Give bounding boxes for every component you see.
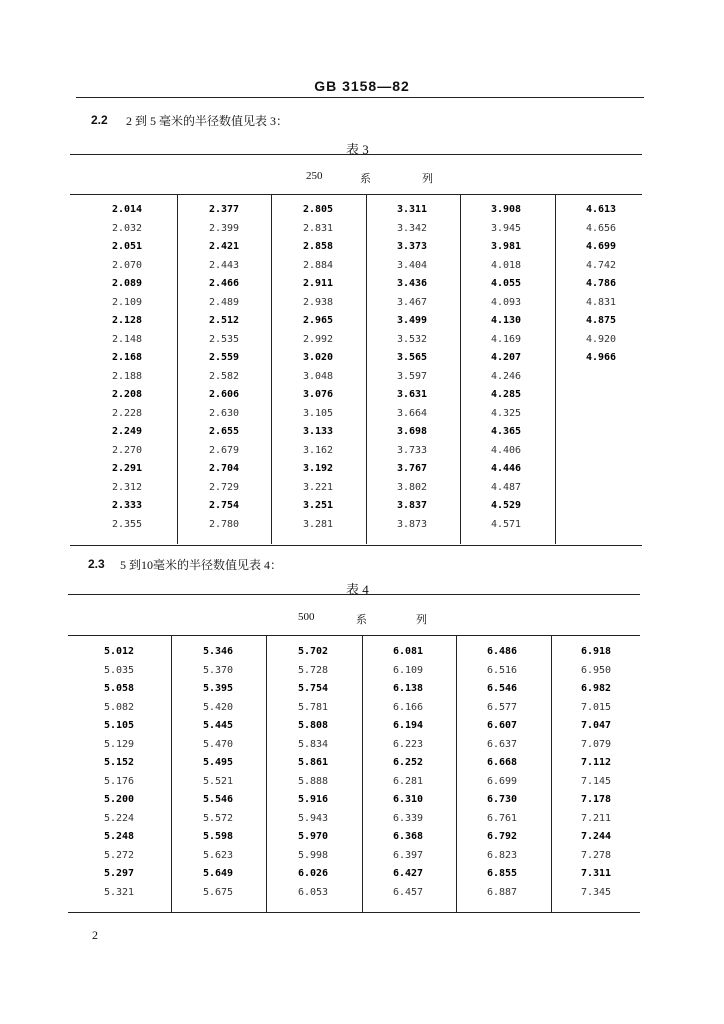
table-cell: 5.035 xyxy=(103,664,135,676)
table-cell: 5.370 xyxy=(202,664,234,676)
table-cell: 5.058 xyxy=(103,683,135,694)
table-cell: 6.637 xyxy=(486,738,518,750)
table-cell: 6.887 xyxy=(486,886,518,898)
table-cell: 7.047 xyxy=(580,720,612,731)
table-cell: 2.148 xyxy=(111,333,143,345)
table-cell: 4.018 xyxy=(490,259,522,271)
table-cell: 3.162 xyxy=(302,444,334,456)
table-cell: 6.166 xyxy=(392,701,424,713)
table-cell: 2.109 xyxy=(111,296,143,308)
section-number: 2.2 xyxy=(91,113,108,127)
table-cell: 6.427 xyxy=(392,868,424,879)
table-cell: 2.831 xyxy=(302,222,334,234)
table-3-column-1 xyxy=(92,201,162,534)
table-cell: 3.076 xyxy=(302,389,334,400)
table-cell: 2.805 xyxy=(302,204,334,215)
document-header: GB 3158—82 xyxy=(314,78,410,94)
table-cell: 6.761 xyxy=(486,812,518,824)
table-cell: 6.699 xyxy=(486,775,518,787)
table-cell: 3.981 xyxy=(490,241,522,252)
table-cell: 5.998 xyxy=(297,849,329,861)
table-cell: 6.668 xyxy=(486,757,518,768)
table-3-series-number: 250 xyxy=(306,170,323,182)
table-4-column-divider xyxy=(362,635,363,912)
table-cell: 5.572 xyxy=(202,812,234,824)
table-cell: 5.808 xyxy=(297,720,329,731)
table-cell: 6.546 xyxy=(486,683,518,694)
table-cell: 2.249 xyxy=(111,426,143,437)
table-cell: 5.445 xyxy=(202,720,234,731)
table-cell: 3.837 xyxy=(396,500,428,511)
table-cell: 4.093 xyxy=(490,296,522,308)
table-cell: 3.311 xyxy=(396,204,428,215)
table-cell: 6.950 xyxy=(580,664,612,676)
table-cell: 6.855 xyxy=(486,868,518,879)
table-cell: 2.965 xyxy=(302,315,334,326)
table-cell: 2.188 xyxy=(111,370,143,382)
table-cell: 3.342 xyxy=(396,222,428,234)
table-cell: 2.466 xyxy=(208,278,240,289)
table-cell: 6.577 xyxy=(486,701,518,713)
table-cell: 4.920 xyxy=(585,333,617,345)
table-cell: 2.377 xyxy=(208,204,240,215)
table-cell: 4.529 xyxy=(490,500,522,511)
table-3-series-lie: 列 xyxy=(422,173,433,185)
table-cell: 7.244 xyxy=(580,831,612,842)
table-3-column-divider xyxy=(271,194,272,544)
table-cell: 6.982 xyxy=(580,683,612,694)
table-cell: 2.559 xyxy=(208,352,240,363)
table-cell: 6.730 xyxy=(486,794,518,805)
table-cell: 4.487 xyxy=(490,481,522,493)
table-3-header-rule xyxy=(70,194,642,195)
table-cell: 3.221 xyxy=(302,481,334,493)
table-4-column-4 xyxy=(373,643,443,902)
table-cell: 5.521 xyxy=(202,775,234,787)
table-3-title: 表 3 xyxy=(346,142,369,157)
table-cell: 6.310 xyxy=(392,794,424,805)
table-cell: 5.598 xyxy=(202,831,234,842)
table-cell: 3.373 xyxy=(396,241,428,252)
table-3-column-divider xyxy=(177,194,178,544)
table-cell: 3.467 xyxy=(396,296,428,308)
table-cell: 5.728 xyxy=(297,664,329,676)
table-cell: 6.138 xyxy=(392,683,424,694)
table-cell: 4.699 xyxy=(585,241,617,252)
table-cell: 7.178 xyxy=(580,794,612,805)
table-cell: 3.908 xyxy=(490,204,522,215)
table-cell: 3.436 xyxy=(396,278,428,289)
table-cell: 4.786 xyxy=(585,278,617,289)
table-3-top-rule xyxy=(70,154,642,155)
table-cell: 3.048 xyxy=(302,370,334,382)
table-cell: 4.613 xyxy=(585,204,617,215)
table-cell: 4.365 xyxy=(490,426,522,437)
table-cell: 6.792 xyxy=(486,831,518,842)
table-cell: 6.918 xyxy=(580,646,612,657)
table-4-column-1 xyxy=(84,643,154,902)
table-cell: 5.248 xyxy=(103,831,135,842)
table-cell: 4.966 xyxy=(585,352,617,363)
table-cell: 4.130 xyxy=(490,315,522,326)
table-cell: 5.152 xyxy=(103,757,135,768)
table-cell: 2.729 xyxy=(208,481,240,493)
table-cell: 5.834 xyxy=(297,738,329,750)
table-cell: 3.020 xyxy=(302,352,334,363)
table-cell: 4.285 xyxy=(490,389,522,400)
table-cell: 2.291 xyxy=(111,463,143,474)
table-cell: 3.698 xyxy=(396,426,428,437)
table-cell: 5.176 xyxy=(103,775,135,787)
table-cell: 6.339 xyxy=(392,812,424,824)
table-cell: 3.281 xyxy=(302,518,334,530)
table-cell: 2.582 xyxy=(208,370,240,382)
table-cell: 5.346 xyxy=(202,646,234,657)
table-cell: 2.606 xyxy=(208,389,240,400)
table-cell: 6.607 xyxy=(486,720,518,731)
table-4-series-xi: 系 xyxy=(356,614,367,626)
table-4-column-divider xyxy=(551,635,552,912)
table-cell: 3.133 xyxy=(302,426,334,437)
table-cell: 5.129 xyxy=(103,738,135,750)
table-cell: 5.702 xyxy=(297,646,329,657)
table-4-series-number: 500 xyxy=(298,611,315,623)
table-cell: 5.861 xyxy=(297,757,329,768)
table-cell: 2.884 xyxy=(302,259,334,271)
table-cell: 4.246 xyxy=(490,370,522,382)
table-4-series-lie: 列 xyxy=(416,614,427,626)
table-3-series-xi: 系 xyxy=(360,173,371,185)
section-text: 5 到10毫米的半径数值见表 4： xyxy=(120,558,283,572)
table-cell: 2.754 xyxy=(208,500,240,511)
table-cell: 3.597 xyxy=(396,370,428,382)
table-cell: 5.470 xyxy=(202,738,234,750)
table-cell: 4.325 xyxy=(490,407,522,419)
table-cell: 3.404 xyxy=(396,259,428,271)
table-cell: 4.446 xyxy=(490,463,522,474)
section-number: 2.3 xyxy=(88,557,105,571)
table-3-column-5 xyxy=(471,201,541,534)
table-cell: 3.664 xyxy=(396,407,428,419)
table-4-column-divider xyxy=(171,635,172,912)
table-cell: 2.014 xyxy=(111,204,143,215)
page-number: 2 xyxy=(92,928,98,942)
table-3-column-2 xyxy=(189,201,259,534)
table-cell: 3.251 xyxy=(302,500,334,511)
table-3-column-divider xyxy=(555,194,556,544)
table-cell: 6.368 xyxy=(392,831,424,842)
table-cell: 3.105 xyxy=(302,407,334,419)
table-cell: 2.512 xyxy=(208,315,240,326)
table-cell: 4.571 xyxy=(490,518,522,530)
table-4-header-rule xyxy=(68,635,640,636)
table-cell: 5.012 xyxy=(103,646,135,657)
table-cell: 6.081 xyxy=(392,646,424,657)
table-cell: 5.546 xyxy=(202,794,234,805)
table-cell: 2.312 xyxy=(111,481,143,493)
table-cell: 4.831 xyxy=(585,296,617,308)
table-cell: 5.420 xyxy=(202,701,234,713)
table-cell: 2.208 xyxy=(111,389,143,400)
table-cell: 7.345 xyxy=(580,886,612,898)
table-cell: 2.535 xyxy=(208,333,240,345)
table-cell: 2.399 xyxy=(208,222,240,234)
table-cell: 2.911 xyxy=(302,278,334,289)
table-4-column-divider xyxy=(456,635,457,912)
table-cell: 5.943 xyxy=(297,812,329,824)
table-3-column-4 xyxy=(377,201,447,534)
table-cell: 5.321 xyxy=(103,886,135,898)
table-cell: 2.443 xyxy=(208,259,240,271)
table-cell: 6.486 xyxy=(486,646,518,657)
table-cell: 5.675 xyxy=(202,886,234,898)
table-4-column-3 xyxy=(278,643,348,902)
table-cell: 5.623 xyxy=(202,849,234,861)
table-cell: 4.406 xyxy=(490,444,522,456)
table-cell: 7.079 xyxy=(580,738,612,750)
table-cell: 2.333 xyxy=(111,500,143,511)
table-cell: 3.565 xyxy=(396,352,428,363)
table-cell: 4.875 xyxy=(585,315,617,326)
table-cell: 3.873 xyxy=(396,518,428,530)
table-cell: 7.311 xyxy=(580,868,612,879)
table-cell: 2.032 xyxy=(111,222,143,234)
table-cell: 5.200 xyxy=(103,794,135,805)
table-cell: 6.823 xyxy=(486,849,518,861)
table-cell: 2.630 xyxy=(208,407,240,419)
table-3-column-3 xyxy=(283,201,353,534)
table-cell: 4.656 xyxy=(585,222,617,234)
table-cell: 3.532 xyxy=(396,333,428,345)
table-4-column-divider xyxy=(266,635,267,912)
table-cell: 5.754 xyxy=(297,683,329,694)
table-cell: 6.281 xyxy=(392,775,424,787)
table-cell: 3.733 xyxy=(396,444,428,456)
table-cell: 6.194 xyxy=(392,720,424,731)
table-cell: 2.992 xyxy=(302,333,334,345)
table-cell: 5.916 xyxy=(297,794,329,805)
table-cell: 4.055 xyxy=(490,278,522,289)
table-cell: 2.051 xyxy=(111,241,143,252)
table-cell: 5.105 xyxy=(103,720,135,731)
table-4-title: 表 4 xyxy=(346,582,369,597)
table-cell: 6.457 xyxy=(392,886,424,898)
table-cell: 3.192 xyxy=(302,463,334,474)
table-cell: 3.802 xyxy=(396,481,428,493)
table-cell: 2.168 xyxy=(111,352,143,363)
table-cell: 5.082 xyxy=(103,701,135,713)
table-cell: 2.938 xyxy=(302,296,334,308)
section-text: 2 到 5 毫米的半径数值见表 3： xyxy=(126,114,289,128)
table-3-column-6 xyxy=(566,201,636,368)
header-rule xyxy=(76,97,644,98)
table-3-column-divider xyxy=(366,194,367,544)
table-cell: 6.026 xyxy=(297,868,329,879)
table-cell: 7.112 xyxy=(580,757,612,768)
table-cell: 2.228 xyxy=(111,407,143,419)
table-cell: 2.489 xyxy=(208,296,240,308)
table-cell: 2.070 xyxy=(111,259,143,271)
table-cell: 2.355 xyxy=(111,518,143,530)
table-3-column-divider xyxy=(460,194,461,544)
table-cell: 2.270 xyxy=(111,444,143,456)
table-4-column-2 xyxy=(183,643,253,902)
table-cell: 2.089 xyxy=(111,278,143,289)
table-4-bottom-rule xyxy=(68,912,640,913)
table-cell: 5.970 xyxy=(297,831,329,842)
table-cell: 3.631 xyxy=(396,389,428,400)
table-cell: 7.211 xyxy=(580,812,612,824)
table-cell: 5.495 xyxy=(202,757,234,768)
table-cell: 5.888 xyxy=(297,775,329,787)
table-4-column-6 xyxy=(561,643,631,902)
table-cell: 6.516 xyxy=(486,664,518,676)
table-cell: 2.780 xyxy=(208,518,240,530)
table-cell: 3.499 xyxy=(396,315,428,326)
table-cell: 6.252 xyxy=(392,757,424,768)
table-cell: 6.053 xyxy=(297,886,329,898)
table-3-bottom-rule xyxy=(70,545,642,546)
table-cell: 5.272 xyxy=(103,849,135,861)
table-cell: 7.145 xyxy=(580,775,612,787)
table-cell: 6.109 xyxy=(392,664,424,676)
table-cell: 5.297 xyxy=(103,868,135,879)
table-cell: 6.223 xyxy=(392,738,424,750)
table-cell: 5.649 xyxy=(202,868,234,879)
table-cell: 2.421 xyxy=(208,241,240,252)
table-cell: 7.278 xyxy=(580,849,612,861)
table-cell: 4.207 xyxy=(490,352,522,363)
table-cell: 5.781 xyxy=(297,701,329,713)
table-cell: 3.945 xyxy=(490,222,522,234)
table-4-top-rule xyxy=(68,594,640,595)
table-cell: 3.767 xyxy=(396,463,428,474)
table-4-column-5 xyxy=(467,643,537,902)
table-cell: 2.128 xyxy=(111,315,143,326)
table-cell: 4.169 xyxy=(490,333,522,345)
table-cell: 2.679 xyxy=(208,444,240,456)
table-cell: 2.704 xyxy=(208,463,240,474)
table-cell: 2.655 xyxy=(208,426,240,437)
table-cell: 5.395 xyxy=(202,683,234,694)
table-cell: 7.015 xyxy=(580,701,612,713)
table-cell: 4.742 xyxy=(585,259,617,271)
table-cell: 6.397 xyxy=(392,849,424,861)
table-cell: 5.224 xyxy=(103,812,135,824)
table-cell: 2.858 xyxy=(302,241,334,252)
